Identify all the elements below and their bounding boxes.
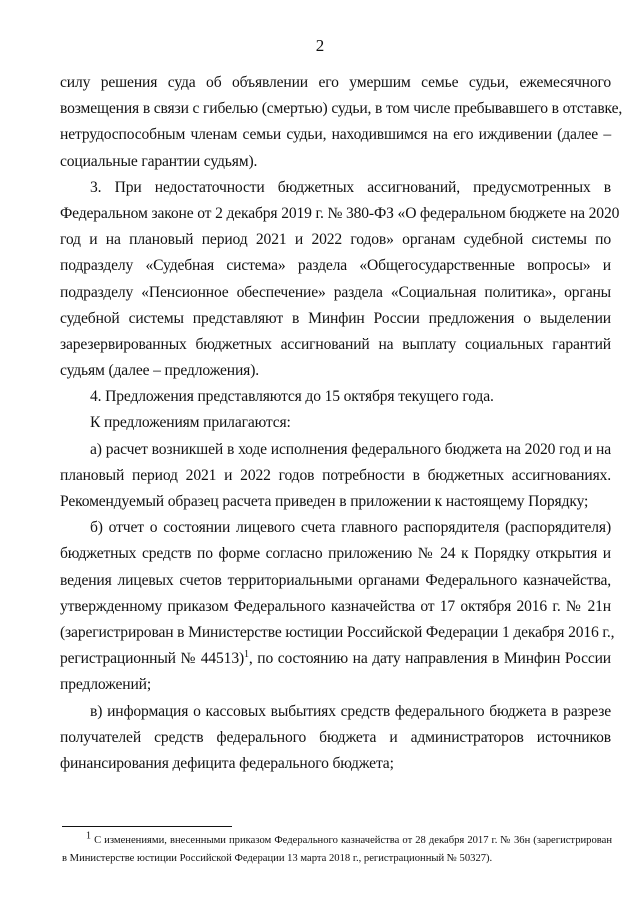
paragraph-4 bbox=[60, 384, 611, 410]
text-line: утвержденному приказом Федерального казначейства от 17 октября 2016 г. № 21н bbox=[60, 597, 611, 615]
text-line: судьям (далее – предложения). bbox=[60, 362, 259, 380]
text-line: подразделу «Пенсионное обеспечение» раздела «Социальная политика», органы bbox=[60, 283, 611, 301]
document-body bbox=[60, 70, 623, 777]
page-number: 2 bbox=[315, 36, 325, 55]
paragraph-continuation bbox=[60, 70, 623, 175]
text-line: в) информация о кассовых выбытиях средств федерального бюджета в разрезе bbox=[90, 702, 611, 720]
text-line: силу решения суда об объявлении его умершим семье судьи, ежемесячного bbox=[60, 74, 611, 91]
text-line: плановый период 2021 и 2022 годов потребности в бюджетных ассигнованиях. bbox=[60, 466, 611, 484]
paragraph-item-v bbox=[60, 699, 611, 778]
text-line-with-footnote bbox=[60, 646, 611, 672]
text-line: судебной системы представляют в Минфин России предложения о выделении bbox=[60, 309, 611, 327]
text-line: 4. Предложения представляются до 15 октября текущего года. bbox=[90, 388, 494, 406]
text-line: 3. При недостаточности бюджетных ассигнований, предусмотренных в bbox=[90, 178, 611, 196]
text-line: Рекомендуемый образец расчета приведен в приложении к настоящему Порядку; bbox=[60, 493, 589, 510]
paragraph-3 bbox=[60, 175, 620, 385]
text-line: подразделу «Судебная система» раздела «Общегосударственные вопросы» и bbox=[60, 257, 611, 275]
text-line: социальные гарантии судьям). bbox=[60, 152, 258, 170]
text-line: Федеральном законе от 2 декабря 2019 г. № 380-ФЗ «О федеральном бюджете на 2020 bbox=[60, 204, 620, 222]
paragraph-attachments-intro bbox=[60, 410, 611, 436]
text-line: зарезервированных бюджетных ассигнований на выплату социальных гарантий bbox=[60, 335, 611, 353]
footnote-divider bbox=[62, 826, 232, 827]
footnote-text: С изменениями, внесенными приказом Федерального казначейства от 28 декабря 2017 г. № 36н (зарегистрирован bbox=[94, 835, 612, 846]
paragraph-item-a bbox=[60, 437, 611, 516]
text-line: бюджетных средств по форме согласно приложению № 24 к Порядку открытия и bbox=[60, 545, 611, 563]
text-line: получателей средств федерального бюджета и администраторов источников bbox=[60, 728, 611, 746]
text-line: возмещения в связи с гибелью (смертью) судьи, в том числе пребывавшего в отставке, bbox=[60, 100, 623, 118]
text-segment: , по состоянию на дату направления в Минфин России bbox=[248, 650, 612, 668]
footnote-marker: 1 bbox=[86, 830, 91, 842]
paragraph-item-b bbox=[60, 515, 615, 698]
text-line: (зарегистрирован в Министерстве юстиции Российской Федерации 1 декабря 2016 г., bbox=[60, 623, 615, 641]
footnote-line: в Министерстве юстиции Российской Федерации 13 марта 2018 г., регистрационный № 50327). bbox=[62, 853, 493, 864]
footnote-reference[interactable]: 1 bbox=[244, 648, 249, 660]
text-segment: регистрационный № 44513) bbox=[60, 650, 245, 668]
footnote bbox=[62, 832, 612, 868]
footnote-line bbox=[62, 832, 612, 850]
text-line: а) расчет возникшей в ходе исполнения федерального бюджета на 2020 год и на bbox=[90, 440, 611, 458]
text-line: б) отчет о состоянии лицевого счета главного распорядителя (распорядителя) bbox=[90, 519, 611, 537]
text-line: финансирования дефицита федерального бюджета; bbox=[60, 754, 394, 772]
text-line: год и на плановый период 2021 и 2022 годов» органам судебной системы по bbox=[60, 231, 611, 249]
text-line: предложений; bbox=[60, 676, 152, 694]
text-line: ведения лицевых счетов территориальными органами Федерального казначейства, bbox=[60, 571, 611, 589]
text-line: нетрудоспособным членам семьи судьи, находившимся на его иждивении (далее – bbox=[60, 126, 611, 144]
text-line: К предложениям прилагаются: bbox=[90, 414, 291, 432]
